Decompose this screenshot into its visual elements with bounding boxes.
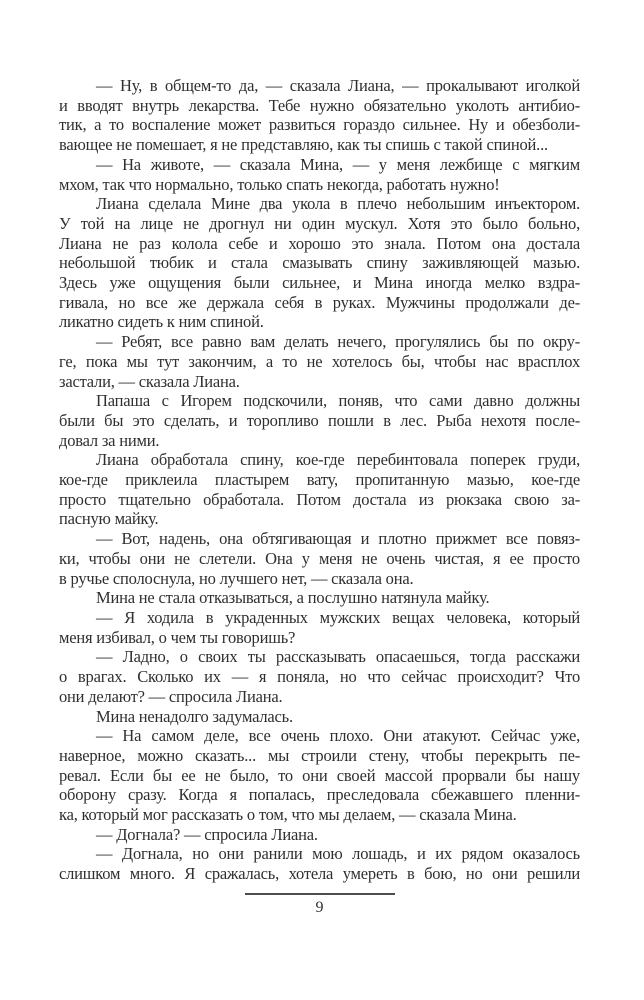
page-footer xyxy=(59,893,580,918)
text-line: были бы это сделать, и торопливо пошли в лес. Рыба нехотя после- xyxy=(59,410,580,430)
footer-rule xyxy=(245,893,395,895)
text-line: оборону сразу. Когда я попалась, преследовала сбежавшего пленни- xyxy=(59,785,580,805)
text-line: кое-где приклеила пластырем вату, пропитанную мазью, кое-где xyxy=(59,470,580,490)
text-line: вающее не помешает, я не представляю, как ты спишь с такой спиной... xyxy=(59,135,548,155)
text-line: ка, который мог рассказать о том, что мы делаем, — сказала Мина. xyxy=(59,805,517,825)
text-line: мхом, так что нормально, только спать некогда, работать нужно! xyxy=(59,174,500,194)
text-line: застали, — сказала Лиана. xyxy=(59,371,240,391)
text-line: У той на лице не дрогнул ни один мускул. Хотя это было больно, xyxy=(59,213,580,233)
text-line: ликатно сидеть к ним спиной. xyxy=(59,312,264,332)
page-number: 9 xyxy=(315,898,324,916)
text-line: — Ладно, о своих ты рассказывать опасаешься, тогда расскажи xyxy=(96,647,580,667)
text-line: Лиана сделала Мине два укола в плечо небольшим инъектором. xyxy=(96,194,580,214)
text-line: о врагах. Сколько их — я поняла, но что сейчас происходит? Что xyxy=(59,667,580,687)
text-line: Лиана не раз колола себе и хорошо это знала. Потом она достала xyxy=(59,233,580,253)
text-line: гивала, но все же держала себя в руках. Мужчины продолжали де- xyxy=(59,292,580,312)
text-line: — Вот, надень, она обтягивающая и плотно прижмет все повяз- xyxy=(96,529,580,549)
text-line: меня избивал, о чем ты говоришь? xyxy=(59,627,296,647)
text-line: тик, а то воспаление может развиться гораздо сильнее. Ну и обезболи- xyxy=(59,115,580,135)
text-line: — Я ходила в украденных мужских вещах человека, который xyxy=(96,607,580,627)
text-line: — Ребят, все равно вам делать нечего, прогулялись бы по окру- xyxy=(96,332,580,352)
text-line: слишком много. Я сражалась, хотела умереть в бою, но они решили xyxy=(59,864,580,884)
text-line: довал за ними. xyxy=(59,430,160,450)
text-line: Здесь уже ощущения были сильнее, и Мина иногда мелко вздра- xyxy=(59,273,580,293)
text-line: — На самом деле, все очень плохо. Они атакуют. Сейчас уже, xyxy=(96,726,580,746)
text-line: Мина ненадолго задумалась. xyxy=(96,706,293,726)
text-line: просто тщательно обработала. Потом достала из рюкзака свою за- xyxy=(59,489,580,509)
text-line: в ручье сполоснула, но лучшего нет, — сказала она. xyxy=(59,568,414,588)
text-line: ки, чтобы они не слетели. Она у меня не очень чистая, я ее просто xyxy=(59,548,580,568)
text-line: и вводят внутрь лекарства. Тебе нужно обязательно уколоть антибио- xyxy=(59,95,580,115)
text-line: Мина не стала отказываться, а послушно натянула майку. xyxy=(96,588,490,608)
text-line: — На животе, — сказала Мина, — у меня лежбище с мягким xyxy=(96,154,580,174)
text-line: — Догнала? — спросила Лиана. xyxy=(96,824,318,844)
text-line: они делают? — спросила Лиана. xyxy=(59,686,283,706)
text-line: ге, пока мы тут закончим, а то не хотелось бы, чтобы нас врасплох xyxy=(59,351,580,371)
text-line: Лиана обработала спину, кое-где перебинтовала поперек груди, xyxy=(96,450,580,470)
page-text-block xyxy=(59,76,580,884)
text-line: небольшой тюбик и стала смазывать спину заживляющей мазью. xyxy=(59,253,580,273)
text-line: — Догнала, но они ранили мою лошадь, и их рядом оказалось xyxy=(96,844,580,864)
text-line: Папаша с Игорем подскочили, поняв, что сами давно должны xyxy=(96,391,580,411)
text-line: ревал. Если бы ее не было, то они своей массой прорвали бы нашу xyxy=(59,765,580,785)
text-line: — Ну, в общем-то да, — сказала Лиана, — прокалывают иголкой xyxy=(96,76,580,95)
text-line: наверное, можно сказать... мы строили стену, чтобы перекрыть пе- xyxy=(59,745,580,765)
text-line: пасную майку. xyxy=(59,509,159,529)
